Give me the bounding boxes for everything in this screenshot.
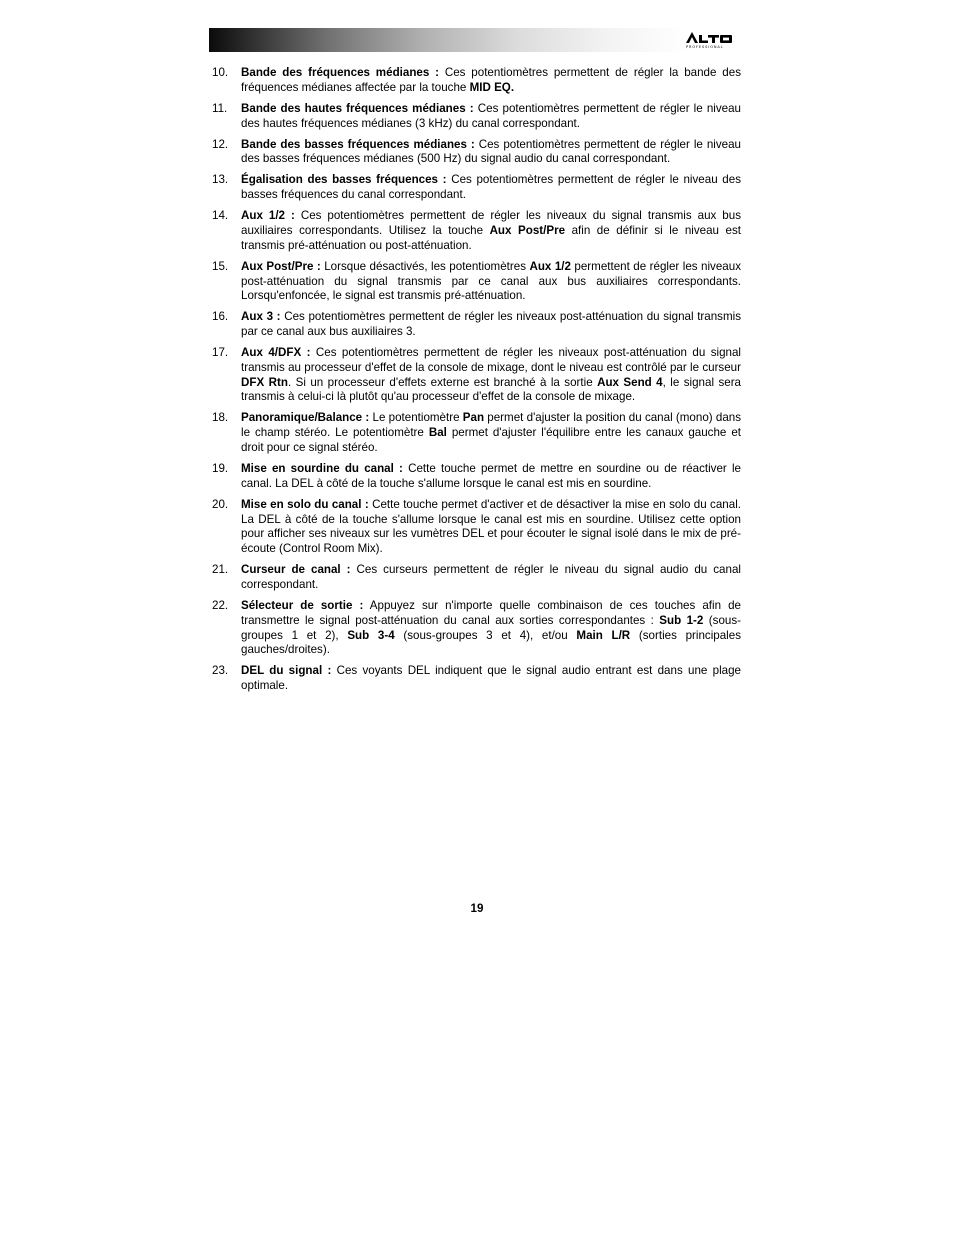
- item-bold: Bal: [428, 426, 447, 440]
- item-text: permettent de régler les niveaux post-atténuation du signal transmis par ce canal aux bus auxiliaires correspondants. Lorsqu'enfoncée, le signal est transmis pré-atténuation.: [241, 259, 741, 303]
- item-text: (sous-groupes 1 et 2),: [241, 613, 742, 642]
- item-title: Mise en sourdine du canal :: [241, 462, 403, 476]
- item-text: Ces curseurs permettent de régler le niveau du signal audio du canal correspondant.: [241, 563, 741, 591]
- item-bold: Sub 1-2: [659, 613, 704, 627]
- item-text: afin de définir si le niveau est transmis pré-atténuation ou post-atténuation.: [241, 223, 741, 252]
- item-title: Aux Post/Pre :: [241, 259, 321, 273]
- item-text: permet d'ajuster l'équilibre entre les canaux gauche et droit pour ce signal stéréo.: [241, 426, 741, 455]
- item-text: (sous-groupes 3 et 4), et/ou: [394, 628, 577, 642]
- item-text: Appuyez sur n'importe quelle combinaison de ces touches afin de transmettre le signal post-atténuation du canal aux sorties correspondantes :: [241, 598, 742, 627]
- item-number: 11.: [212, 101, 228, 115]
- item-number: 22.: [212, 598, 229, 612]
- item-bold: MID EQ.: [469, 80, 515, 94]
- item-title: Aux 1/2 :: [241, 209, 295, 223]
- item-number: 13.: [212, 173, 229, 187]
- item-number: 16.: [212, 310, 229, 324]
- list-item: [209, 664, 741, 694]
- item-text: Ces potentiomètres permettent de régler les niveaux du signal transmis aux bus auxiliaires correspondants. Utilisez la touche: [241, 209, 741, 237]
- alto-logo-subtitle: PROFESSIONAL: [686, 45, 724, 49]
- item-text: Lorsque désactivés, les potentiomètres: [320, 259, 530, 273]
- item-bold: Aux Post/Pre: [489, 223, 566, 237]
- list-item: [209, 102, 741, 132]
- item-title: Aux 4/DFX :: [241, 346, 311, 360]
- item-number: 15.: [212, 259, 229, 273]
- item-text: Ces potentiomètres permettent de régler le niveau des basses fréquences médianes (500 Hz) du signal audio du canal correspondant.: [241, 137, 741, 166]
- list-item: [209, 310, 741, 340]
- item-title: Égalisation des basses fréquences :: [241, 173, 447, 187]
- item-title: Sélecteur de sortie :: [241, 598, 364, 612]
- item-number: 14.: [212, 209, 229, 223]
- list-item: [209, 599, 741, 658]
- list-item: [209, 209, 741, 253]
- list-item: [209, 346, 741, 405]
- item-number: 21.: [212, 563, 229, 577]
- item-text: . Si un processeur d'effets externe est branché à la sortie: [287, 375, 598, 389]
- list-item: [209, 411, 741, 455]
- item-text: Ces potentiomètres permettent de régler la bande des fréquences médianes affectée par la touche: [241, 66, 741, 94]
- item-title: Panoramique/Balance :: [241, 411, 370, 425]
- item-title: Bande des basses fréquences médianes :: [241, 137, 475, 151]
- item-title: Aux 3 :: [241, 310, 281, 324]
- item-text: Ces voyants DEL indiquent que le signal audio entrant est dans une plage optimale.: [241, 664, 741, 693]
- item-number: 18.: [212, 411, 229, 425]
- item-title: Bande des hautes fréquences médianes :: [241, 101, 474, 115]
- item-bold: Pan: [462, 411, 485, 425]
- item-text: Le potentiomètre: [369, 411, 463, 425]
- item-number: 12.: [212, 137, 229, 151]
- item-bold: Main L/R: [576, 628, 631, 642]
- list-item: [209, 462, 741, 492]
- list-item: [209, 173, 741, 203]
- list-item: [209, 138, 741, 168]
- item-text: permet d'ajuster la position du canal (mono) dans le champ stéréo. Le potentiomètre: [241, 411, 742, 440]
- item-text: Ces potentiomètres permettent de régler le niveau des basses fréquences du canal correspondant.: [241, 173, 741, 202]
- item-number: 10.: [212, 66, 229, 79]
- item-text: Ces potentiomètres permettent de régler les niveaux post-atténuation du signal transmis au processeur d'effet de la console de mixage, dont le niveau est contrôlé par le curseur: [241, 346, 741, 374]
- alto-logo: [686, 31, 740, 49]
- item-title: Mise en solo du canal :: [241, 497, 369, 511]
- list-item: [209, 563, 741, 593]
- item-number: 17.: [212, 346, 229, 360]
- item-text: Ces potentiomètres permettent de régler le niveau des hautes fréquences médianes (3 kHz) du canal correspondant.: [241, 101, 741, 130]
- list-item: [209, 498, 741, 557]
- header-gradient-bar: [209, 28, 741, 52]
- item-title: Curseur de canal :: [241, 563, 351, 577]
- item-text: Ces potentiomètres permettent de régler les niveaux post-atténuation du signal transmis par ce canal aux bus auxiliaires 3.: [241, 310, 742, 339]
- item-text: , le signal sera transmis à celui-ci là plutôt qu'au processeur d'effet de la console de mixage.: [241, 375, 742, 404]
- item-text: Cette touche permet d'activer et de désactiver la mise en solo du canal. La DEL à côté de la touche s'allume lorsque le canal est mis en sourdine. Utilisez cette option pour afficher ses niveaux sur les vumètres DEL et pour écouter le signal isolé dans le mix de pré-écoute (Control Room Mix).: [241, 497, 741, 556]
- item-number: 20.: [212, 497, 229, 511]
- item-title: DEL du signal :: [241, 664, 332, 678]
- item-bold: DFX Rtn: [241, 375, 288, 389]
- item-title: Bande des fréquences médianes :: [241, 66, 439, 79]
- feature-list: [209, 66, 741, 700]
- list-item: [209, 260, 741, 304]
- item-text: Cette touche permet de mettre en sourdine ou de réactiver le canal. La DEL à côté de la touche s'allume lorsque le canal est mis en sourdine.: [241, 462, 741, 490]
- item-number: 23.: [212, 664, 229, 678]
- item-text: (sorties principales gauches/droites).: [241, 628, 742, 657]
- page-number: 19: [470, 902, 484, 915]
- item-number: 19.: [212, 462, 229, 476]
- item-bold: Sub 3-4: [347, 628, 395, 642]
- item-bold: Aux Send 4: [597, 375, 663, 389]
- list-item: [209, 66, 741, 96]
- item-bold: Aux 1/2: [529, 259, 571, 273]
